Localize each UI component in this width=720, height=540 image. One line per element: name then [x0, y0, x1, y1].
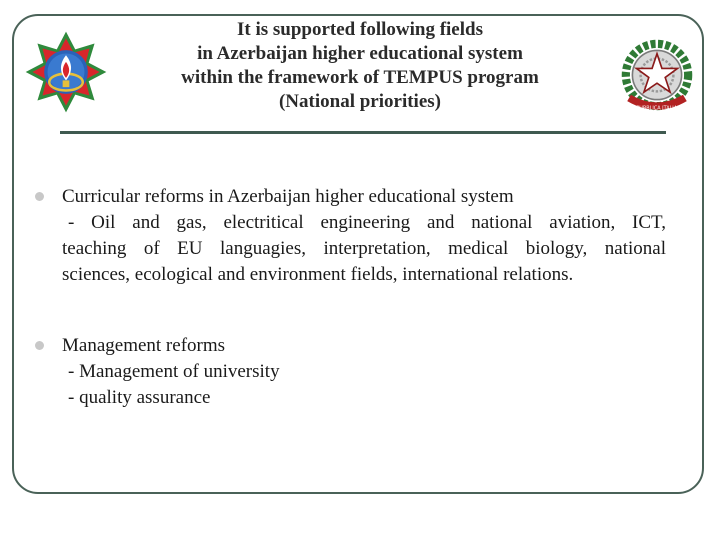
bullet-detail-line: teaching of EU languagies, interpretation, medical biology, national — [62, 238, 666, 259]
title-divider — [60, 131, 666, 134]
bullet-detail-line: sciences, ecological and environment fields, international relations. — [62, 264, 574, 285]
bullet-detail-line: - quality assurance — [68, 387, 211, 408]
bullet-curricular-reforms — [62, 184, 666, 288]
azerbaijan-emblem-icon — [24, 30, 108, 114]
slide-title — [120, 18, 600, 114]
bullet-dot — [35, 341, 44, 350]
italy-emblem-icon — [616, 34, 698, 116]
bullet-dot — [35, 192, 44, 201]
bullet-management-reforms — [62, 333, 666, 411]
title-line-4: (National priorities) — [278, 91, 441, 112]
title-line-1: It is supported following fields — [237, 19, 483, 40]
bullet-heading: Curricular reforms in Azerbaijan higher educational system — [62, 186, 514, 207]
title-line-3: within the framework of TEMPUS program — [181, 67, 539, 88]
bullet-detail-line: - Management of university — [68, 361, 280, 382]
title-line-2: in Azerbaijan higher educational system — [197, 43, 523, 64]
bullet-heading: Management reforms — [62, 335, 226, 356]
svg-text:REPUBBLICA ITALIANA: REPUBBLICA ITALIANA — [629, 105, 685, 112]
bullet-detail-line: - Oil and gas, electritical engineering and national aviation, ICT, — [68, 212, 666, 233]
